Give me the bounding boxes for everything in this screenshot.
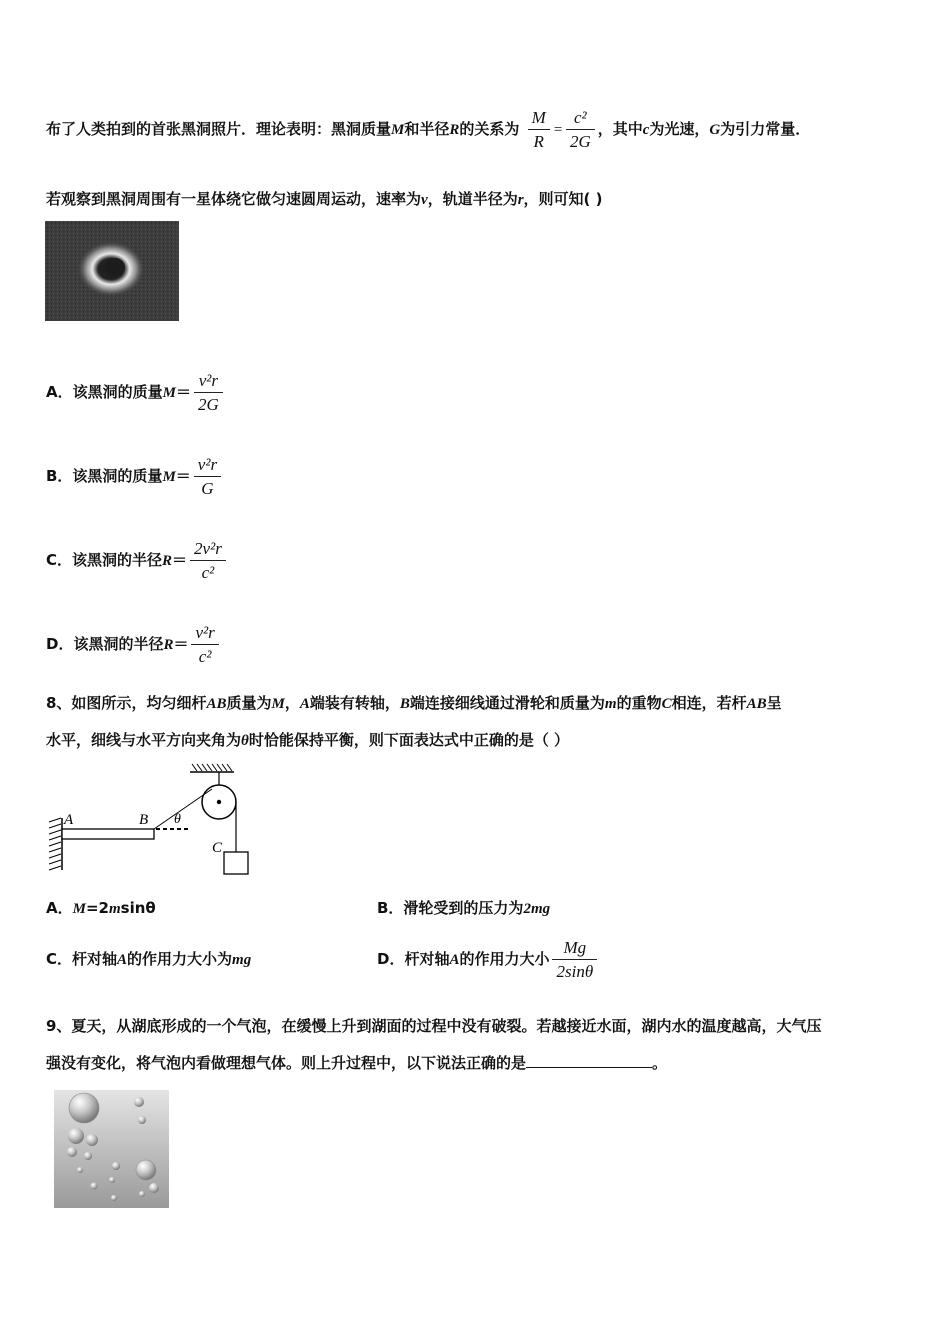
q8-text-line2-a: 水平，细线与水平方向夹角为 [46,731,242,749]
option-math: 2mg [523,901,551,917]
q9-text: 强没有变化，将气泡内看做理想气体。则上升过程中，以下说法正确的是 [46,1054,527,1072]
var-r: r [517,192,524,208]
equals-sign: = [552,122,563,138]
q7-option-c[interactable] [46,530,229,590]
black-hole-photo [45,221,179,321]
q8-text-line2-b: 时恰能保持平衡，则下面表达式中正确的是（ ） [248,731,570,749]
bubbles-icon [54,1090,169,1208]
var-m: m [604,696,617,712]
var-v: v [421,192,428,208]
fraction-numerator: v²r [194,454,221,477]
fraction-denominator: 2sinθ [556,962,594,981]
equals-sign: ＝ [175,467,191,485]
var-c: c [642,122,650,138]
relation-left-fraction [528,107,550,153]
pulley-icon [202,785,236,819]
option-fraction [190,538,226,584]
var-AB: AB [746,696,767,712]
q7-stem-text-e: 为光速， [649,120,710,138]
q7-stem-text-d: ，其中 [597,120,643,138]
q8-option-d[interactable] [377,930,600,988]
q8-text-b: 质量为 [226,694,272,712]
option-text: D．杆对轴 [377,950,450,968]
q8-text-d: 端装有转轴， [309,694,400,712]
ceiling-hatch-icon [190,764,234,772]
option-label: C．该黑洞的半径 [46,551,163,569]
var-M: M [271,696,285,712]
option-math: mg [232,952,252,968]
fraction-numerator: Mg [552,937,597,960]
fraction-numerator: v²r [191,622,218,645]
q8-text-f: 的重物 [616,694,662,712]
q7-stem2-text-a: 若观察到黑洞周围有一星体绕它做匀速圆周运动，速率为 [46,190,422,208]
q9-text: 9、夏天，从湖底形成的一个气泡，在缓慢上升到湖面的过程中没有破裂。若越接近水面，湖内水的温度越高，大气压 [46,1017,822,1035]
option-label: D．该黑洞的半径 [46,635,164,653]
q7-option-d[interactable] [46,614,222,674]
var-G: G [709,122,721,138]
var-M: M [391,122,405,138]
q7-stem-text-c: 的关系为 [459,120,520,138]
diagram-label-theta: θ [174,812,181,827]
var-theta: θ [241,733,249,749]
lever-pulley-diagram [44,762,254,877]
q8-text-e: 端连接细线通过滑轮和质量为 [409,694,605,712]
equals-sign: ＝ [175,383,191,401]
answer-blank[interactable] [526,1053,652,1068]
option-text: B．滑轮受到的压力为 [377,899,524,917]
var-A: A [299,696,310,712]
var-A: A [449,952,460,968]
relation-right-fraction [566,107,595,153]
q8-text-c: ， [284,694,300,712]
wall-hatch-icon [49,818,62,870]
var-R: R [163,637,174,653]
q7-option-a[interactable] [46,362,226,422]
option-fraction [191,622,218,668]
option-text: sinθ [120,899,156,917]
q9-stem-line1 [46,1015,821,1037]
black-hole-ring-icon [45,221,179,321]
option-text: C．杆对轴 [46,950,118,968]
q7-stem-text-b: 和半径 [404,120,450,138]
var-m: m [108,901,121,917]
option-label: A． [46,899,73,917]
option-fraction [552,937,597,983]
q8-option-b[interactable] [377,897,550,920]
fraction-denominator: G [201,479,214,498]
option-fraction [194,370,223,416]
q7-stem-text-a: 布了人类拍到的首张黑洞照片．理论表明：黑洞质量 [46,120,392,138]
fraction-denominator: 2G [197,395,219,414]
q8-text-g: 相连，若杆 [671,694,747,712]
diagram-label-A: A [64,812,74,828]
rod-AB [62,829,154,839]
equals-sign: ＝ [173,635,189,653]
q8-option-c[interactable] [46,930,251,988]
q9-text-end: 。 [652,1054,668,1072]
var-M: M [162,385,176,401]
fraction-numerator: v²r [194,370,223,393]
q7-stem2-text-b: ，轨道半径为 [427,190,518,208]
q9-stem-line2 [46,1052,667,1074]
diagram-label-B: B [139,812,149,828]
diagram-label-C: C [212,840,223,856]
fraction-denominator: R [533,132,544,151]
fraction-numerator: c² [566,107,595,130]
q8-option-a[interactable] [46,897,156,920]
q7-stem-line1 [46,104,810,154]
q8-text-h: 呈 [766,694,782,712]
q7-stem-text-f: 为引力常量． [720,120,811,138]
var-B: B [399,696,410,712]
option-label: A．该黑洞的质量 [46,383,163,401]
fraction-numerator: 2v²r [190,538,226,561]
var-R: R [162,553,173,569]
var-C: C [661,696,672,712]
var-AB: AB [206,696,227,712]
q8-stem-line1 [46,692,782,715]
q8-stem-line2 [46,729,569,752]
var-A: A [117,952,128,968]
fraction-numerator: M [528,107,550,130]
var-M: M [162,469,176,485]
var-R: R [449,122,460,138]
q8-text-a: 8、如图所示，均匀细杆 [46,694,207,712]
weight-C-icon [224,852,248,874]
q7-stem-line2 [46,188,602,211]
fraction-denominator: c² [198,647,212,666]
option-text: 的作用力大小为 [127,950,233,968]
option-text: 的作用力大小 [459,950,550,968]
q7-option-b[interactable] [46,446,224,506]
equals-sign: ＝ [172,551,188,569]
option-label: B．该黑洞的质量 [46,467,163,485]
q7-stem2-text-c: ，则可知( ) [523,190,603,208]
var-M: M [72,901,86,917]
option-text: =2 [85,899,109,917]
fraction-denominator: 2G [569,132,591,151]
fraction-denominator: c² [201,563,215,582]
bubbles-photo [54,1090,169,1208]
option-fraction [194,454,221,500]
